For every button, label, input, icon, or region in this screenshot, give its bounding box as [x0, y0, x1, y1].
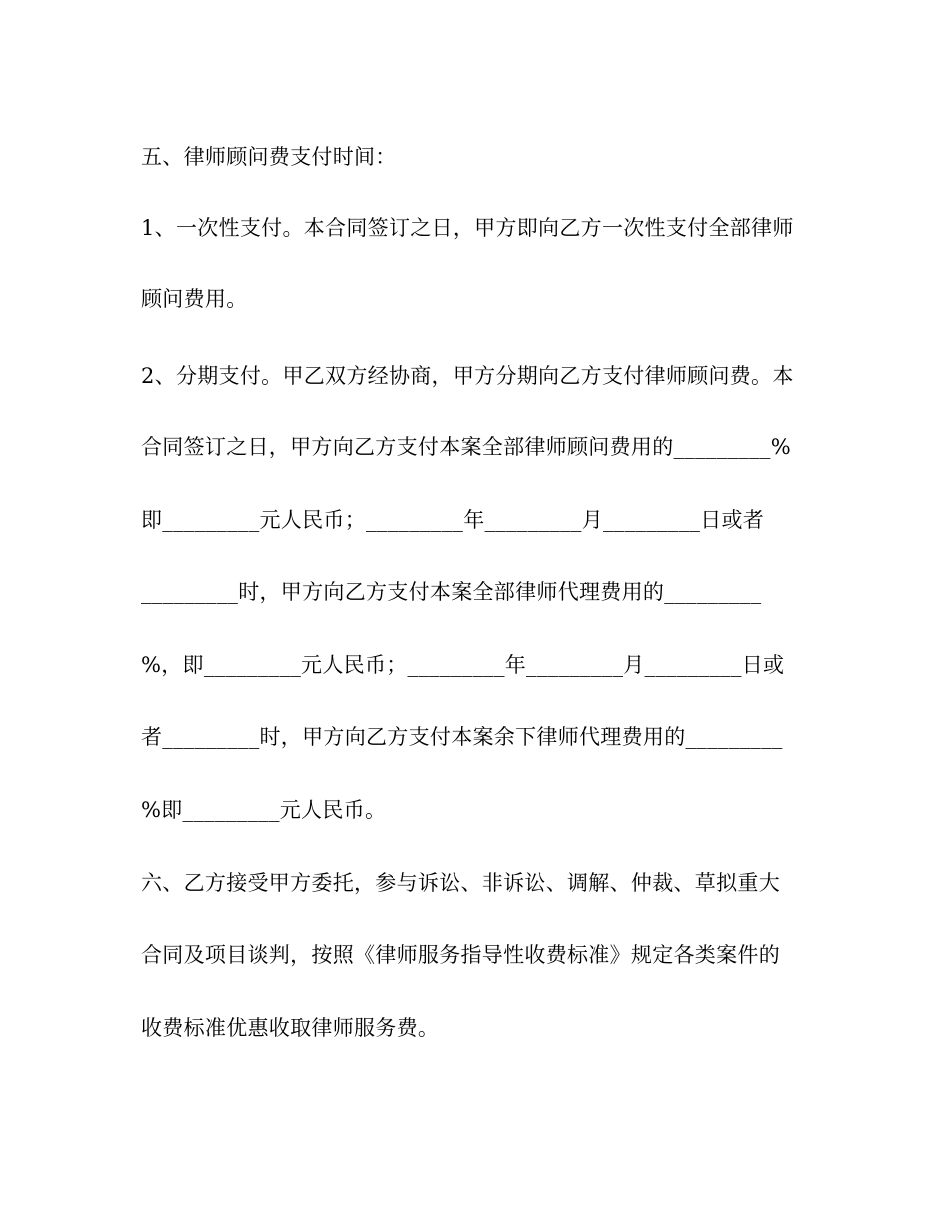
clause-2-line-5: %，即_________元人民币；_________年_________月_________日或	[141, 653, 785, 677]
section-6-line-3: 收费标准优惠收取律师服务费。	[141, 1016, 440, 1040]
clause-2-line-6: 者_________时，甲方向乙方支付本案余下律师代理费用的_________	[141, 725, 783, 749]
clause-1-line-1: 1、一次性支付。本合同签订之日，甲方即向乙方一次性支付全部律师	[141, 216, 794, 240]
section-6-line-1: 六、乙方接受甲方委托，参与诉讼、非诉讼、调解、仲裁、草拟重大	[141, 871, 780, 895]
clause-1-line-2: 顾问费用。	[141, 287, 248, 311]
clause-2-line-7: %即_________元人民币。	[141, 798, 387, 822]
clause-2-line-3: 即_________元人民币；_________年_________月_________日或者	[141, 508, 765, 532]
section-5-heading: 五、律师顾问费支付时间：	[141, 145, 397, 169]
section-6-line-2: 合同及项目谈判，按照《律师服务指导性收费标准》规定各类案件的	[141, 943, 780, 967]
clause-2-line-2: 合同签订之日，甲方向乙方支付本案全部律师顾问费用的_________%	[141, 435, 791, 459]
clause-2-line-1: 2、分期支付。甲乙双方经协商，甲方分期向乙方支付律师顾问费。本	[141, 364, 794, 388]
clause-2-line-4: _________时，甲方向乙方支付本案全部律师代理费用的_________	[141, 580, 762, 604]
